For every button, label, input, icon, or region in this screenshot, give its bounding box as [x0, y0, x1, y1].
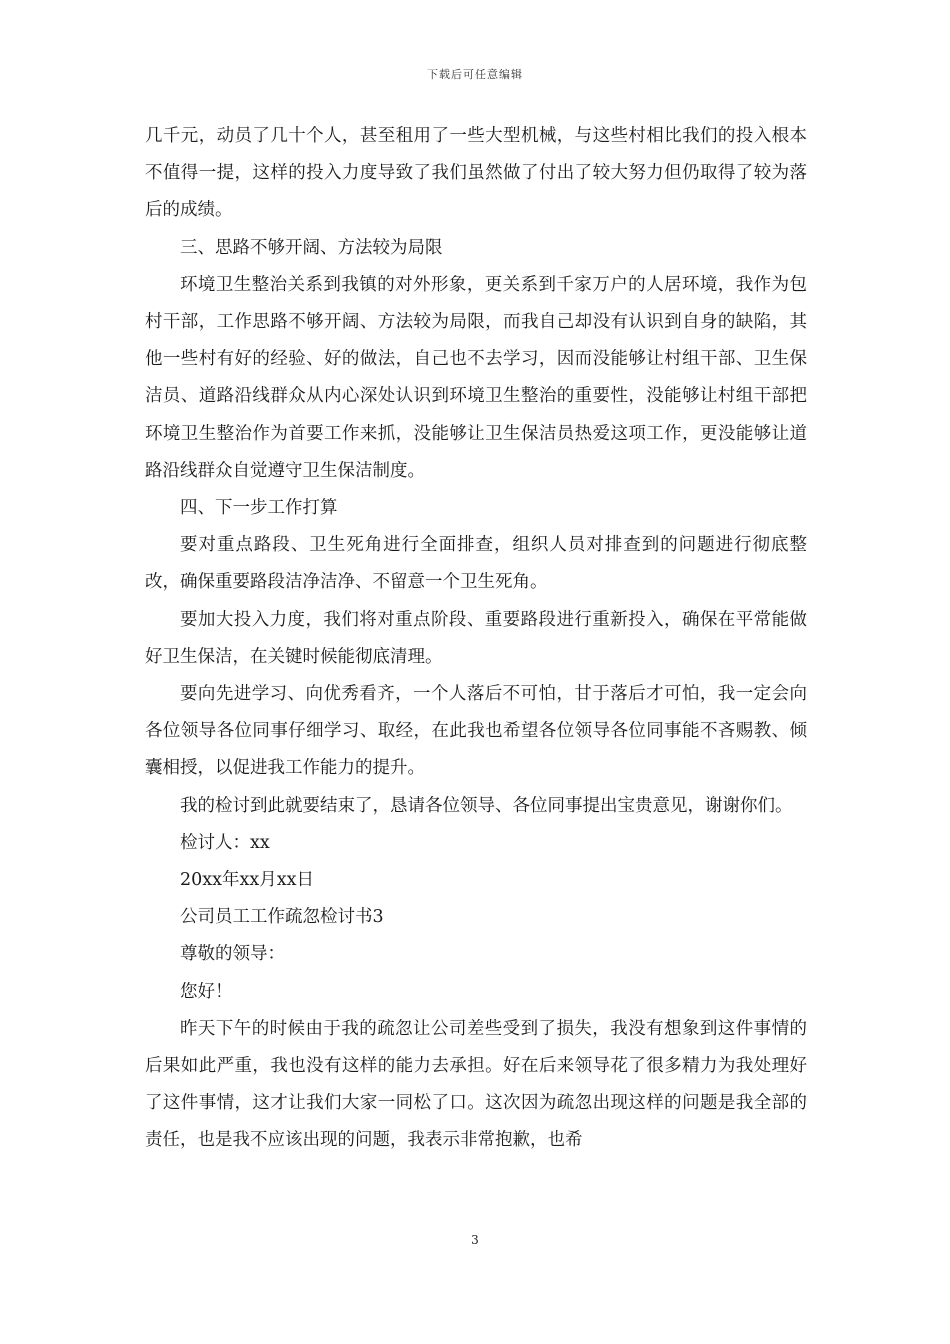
paragraph: 环境卫生整治关系到我镇的对外形象，更关系到千家万户的人居环境，我作为包村干部，工作思路不够开阔、方法较为局限，而我自己却没有认识到自身的缺陷，其他一些村有好的经验、好的做法，自己也不去学习，因而没能够让村组干部、卫生保洁员、道路沿线群众从内心深处认识到环境卫生整治的重要性，没能够让村组干部把环境卫生整治作为首要工作来抓，没能够让卫生保洁员热爱这项工作，更没能够让道路沿线群众自觉遵守卫生保洁制度。 [145, 274, 807, 481]
signature-line: 检讨人：xx [180, 832, 270, 853]
paragraph: 要向先进学习、向优秀看齐，一个人落后不可怕，甘于落后才可怕，我一定会向各位领导各位同事仔细学习、取经，在此我也希望各位领导各位同事能不吝赐教、倾囊相授，以促进我工作能力的提升。 [145, 684, 807, 779]
section-heading: 三、思路不够开阔、方法较为局限 [180, 237, 443, 258]
page-header: 下载后可任意编辑 [427, 68, 523, 81]
salutation: 尊敬的领导： [180, 944, 285, 965]
paragraph: 昨天下午的时候由于我的疏忽让公司差些受到了损失，我没有想象到这件事情的后果如此严重，我也没有这样的能力去承担。好在后来领导花了很多精力为我处理好了这件事情，这才让我们大家一同松了口。这次因为疏忽出现这样的问题是我全部的责任，也是我不应该出现的问题，我表示非常抱歉，也希 [145, 1018, 807, 1151]
paragraph: 几千元，动员了几十个人，甚至租用了一些大型机械，与这些村相比我们的投入根本不值得一提，这样的投入力度导致了我们虽然做了付出了较大努力但仍取得了较为落后的成绩。 [145, 126, 807, 221]
document-title: 公司员工工作疏忽检讨书3 [180, 907, 384, 928]
page-number: 3 [471, 1233, 479, 1247]
paragraph: 要对重点路段、卫生死角进行全面排查，组织人员对排查到的问题进行彻底整改，确保重要路段洁净洁净、不留意一个卫生死角。 [145, 535, 807, 593]
date-line: 20xx年xx月xx日 [180, 870, 314, 891]
greeting: 您好！ [180, 981, 233, 1002]
paragraph: 要加大投入力度，我们将对重点阶段、重要路段进行重新投入，确保在平常能做好卫生保洁，在关键时候能彻底清理。 [145, 609, 807, 667]
document-body [145, 118, 807, 1160]
section-heading: 四、下一步工作打算 [180, 498, 338, 519]
paragraph: 我的检讨到此就要结束了，恳请各位领导、各位同事提出宝贵意见，谢谢你们。 [180, 795, 793, 816]
